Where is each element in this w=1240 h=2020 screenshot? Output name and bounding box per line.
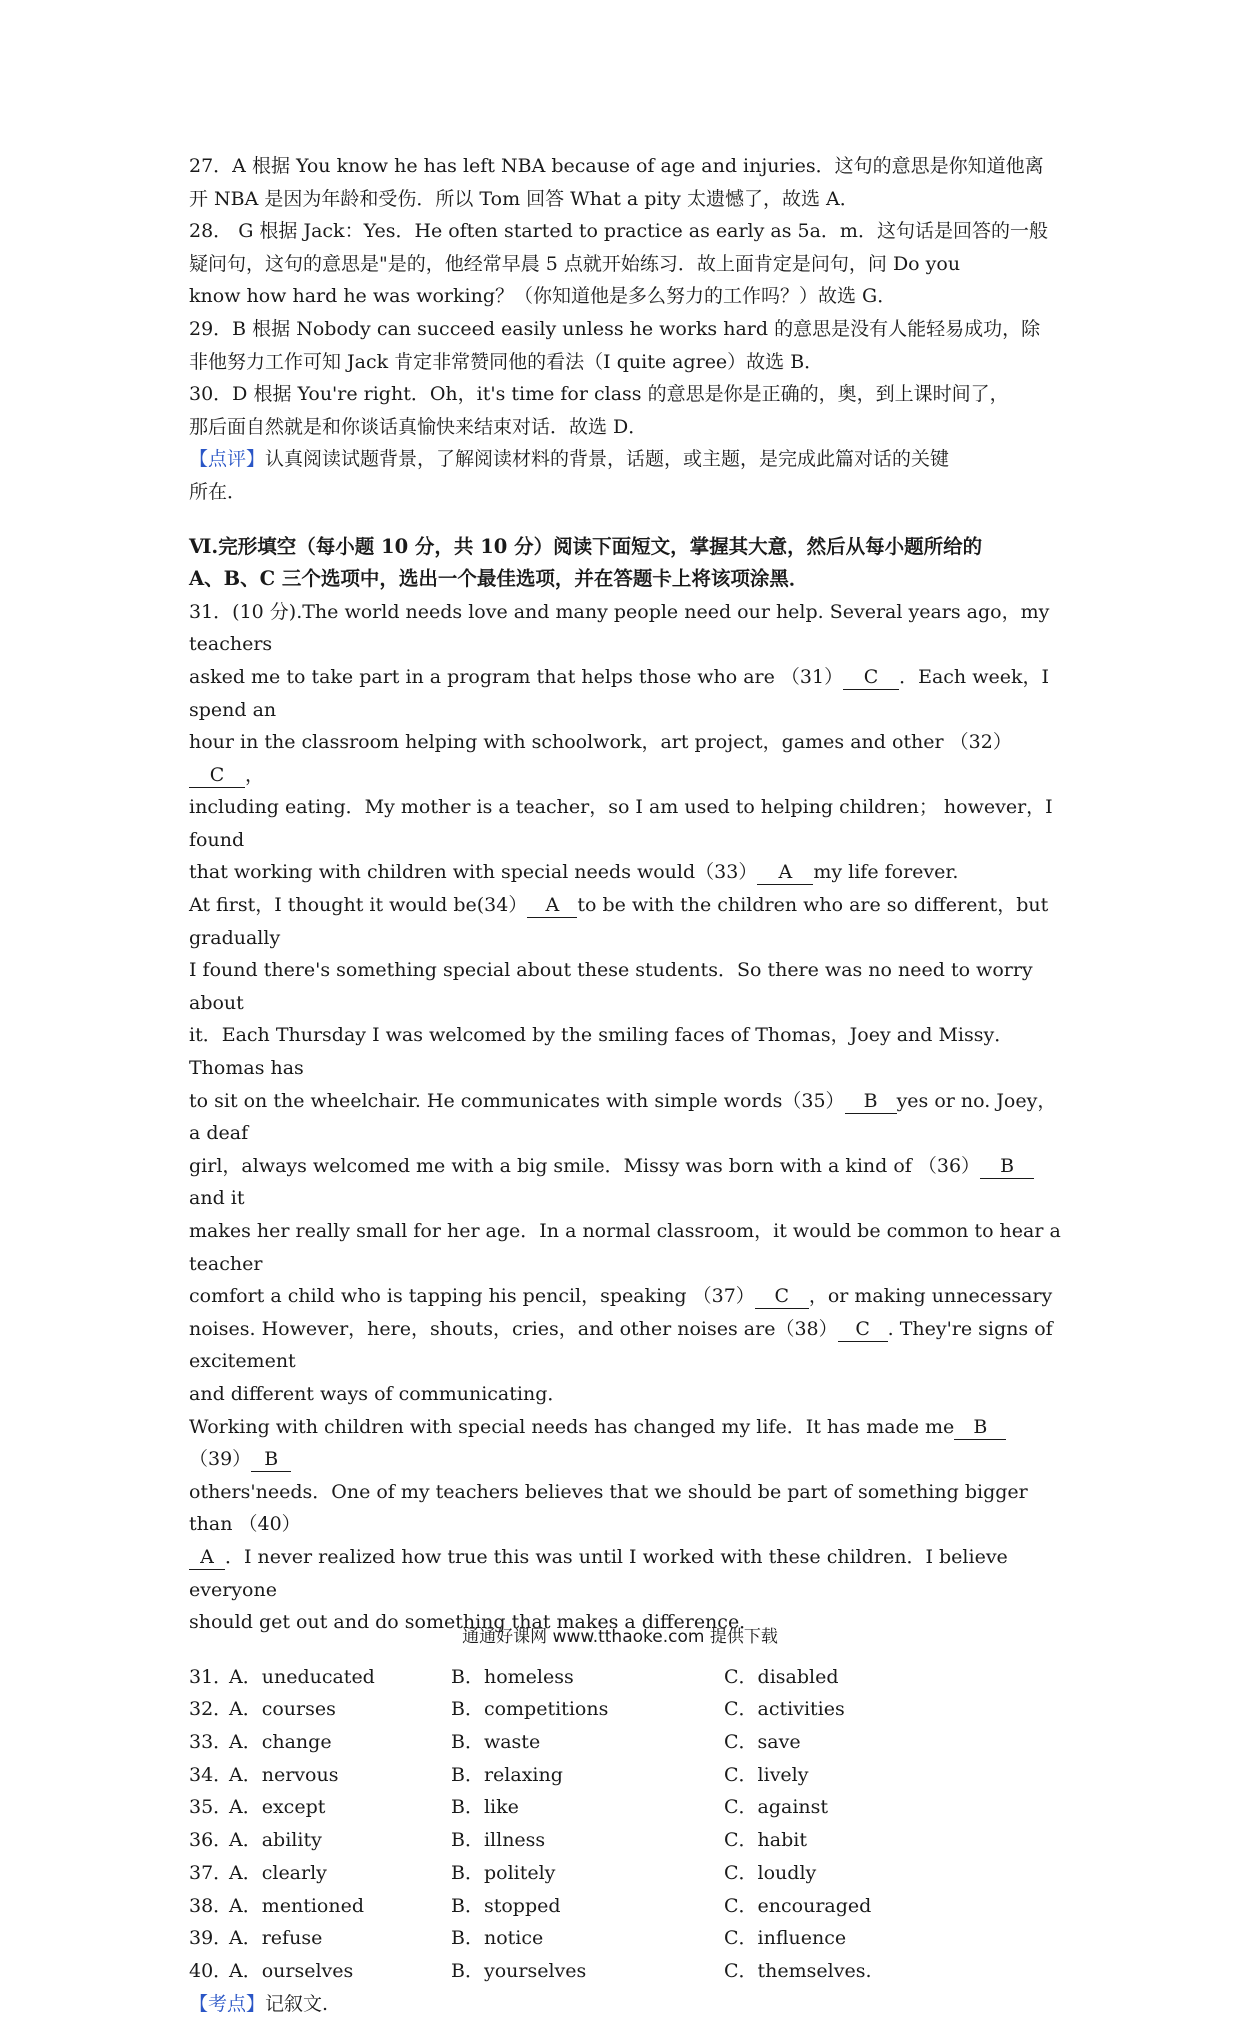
answer-blank: C	[838, 1317, 888, 1342]
answer-blank: A	[757, 860, 813, 885]
option-b: B．illness	[451, 1829, 546, 1852]
passage-line: noises. However，here，shouts，cries，and other noises are（38） C . They're signs of excitement	[189, 1317, 1053, 1373]
option-number: 34．	[189, 1763, 233, 1786]
passage-line: asked me to take part in a program that helps those who are （31） C ．Each week，I spend an	[189, 665, 1049, 721]
answer-29-line: 非他努力工作可知 Jack 肯定非常赞同他的看法（I quite agree）故选 B．	[189, 350, 824, 373]
option-row	[189, 1661, 1064, 1694]
option-number: 35．	[189, 1796, 233, 1819]
option-a: A．ability	[229, 1829, 322, 1852]
passage-line: girl，always welcomed me with a big smile．Missy was born with a kind of （36） Band it	[189, 1150, 1064, 1215]
passage-line: others'needs．One of my teachers believes that we should be part of something bigger than （40）	[189, 1480, 1028, 1536]
option-number: 37．	[189, 1861, 233, 1884]
answer-explanations	[189, 150, 1064, 509]
option-a: A．refuse	[229, 1927, 323, 1950]
comment-line: 所在．	[189, 480, 247, 503]
section-heading	[189, 531, 1064, 596]
passage-line: hour in the classroom helping with schoolwork，art project，games and other （32）C ，	[189, 731, 1012, 786]
answer-blank: B	[251, 1447, 291, 1472]
answer-28-line: 28． G 根据 Jack：Yes．He often started to practice as early as 5a．m．这句话是回答的一般	[189, 220, 1048, 243]
option-a: A．change	[229, 1731, 332, 1754]
answer-blank: B	[980, 1154, 1034, 1179]
comment-line	[189, 443, 1064, 476]
section-heading-line: A、B、C 三个选项中，选出一个最佳选项，并在答题卡上将该项涂黑．	[189, 567, 809, 591]
option-b: B．competitions	[451, 1698, 609, 1721]
option-c: C．save	[724, 1731, 801, 1754]
answer-27-line: 开 NBA 是因为年龄和受伤．所以 Tom 回答 What a pity 太遗憾了，故选 A．	[189, 187, 859, 210]
option-c: C．encouraged	[724, 1894, 872, 1917]
option-a: A．ourselves	[229, 1959, 354, 1982]
passage-line: makes her really small for her age．In a normal classroom，it would be common to hear a teacher	[189, 1220, 1061, 1275]
option-b: B．yourselves	[451, 1959, 587, 1982]
option-c: C．loudly	[724, 1861, 817, 1884]
answer-blank: C	[189, 763, 245, 788]
option-row	[189, 1955, 1064, 1988]
section-heading-line: Ⅵ.完形填空（每小题 10 分，共 10 分）阅读下面短文，掌握其大意，然后从每小题所给的	[189, 534, 983, 558]
option-b: B．relaxing	[451, 1763, 563, 1786]
answer-blank: A	[527, 893, 577, 918]
passage-line: 31．(10 分).The world needs love and many people need our help. Several years ago，my teachers	[189, 600, 1050, 656]
option-b: B．like	[451, 1796, 519, 1819]
answer-27-line: 27．A 根据 You know he has left NBA because of age and injuries．这句的意思是你知道他离	[189, 155, 1044, 177]
option-number: 39．	[189, 1927, 233, 1950]
comment-text: 认真阅读试题背景，了解阅读材料的背景，话题，或主题，是完成此篇对话的关键	[265, 448, 950, 471]
option-c: C．themselves.	[724, 1959, 872, 1982]
answer-28-line: 疑问句，这句的意思是"是的，他经常早晨 5 点就开始练习．故上面肯定是问句，问 Do you	[189, 252, 961, 275]
option-b: B．stopped	[451, 1894, 561, 1917]
answer-blank: C	[843, 665, 899, 690]
option-row	[189, 1890, 1064, 1923]
option-c: C．against	[724, 1796, 829, 1819]
option-a: A．clearly	[229, 1861, 327, 1884]
answer-29-line: 29．B 根据 Nobody can succeed easily unless he works hard 的意思是没有人能轻易成功，除	[189, 317, 1041, 340]
option-number: 33．	[189, 1731, 233, 1754]
passage-line: including eating．My mother is a teacher，so I am used to helping children； however，I found	[189, 796, 1053, 851]
option-number: 31．	[189, 1665, 233, 1688]
option-c: C．disabled	[724, 1665, 839, 1688]
option-c: C．lively	[724, 1763, 809, 1786]
option-b: B．notice	[451, 1927, 544, 1950]
passage-line: it．Each Thursday I was welcomed by the smiling faces of Thomas，Joey and Missy．Thomas has	[189, 1024, 1014, 1080]
answer-30-line: 30．D 根据 You're right．Oh，it's time for class 的意思是你是正确的，奥，到上课时间了，	[189, 383, 1009, 406]
option-a: A．mentioned	[229, 1894, 365, 1917]
option-row	[189, 1791, 1064, 1824]
option-b: B．politely	[451, 1861, 556, 1884]
options-list	[189, 1661, 1064, 1988]
option-row	[189, 1759, 1064, 1792]
option-b: B．waste	[451, 1731, 541, 1754]
option-number: 32．	[189, 1698, 233, 1721]
answer-30-line: 那后面自然就是和你谈话真愉快来结束对话．故选 D．	[189, 415, 648, 438]
passage-line: and different ways of communicating．	[189, 1382, 567, 1405]
option-b: B．homeless	[451, 1665, 574, 1688]
option-number: 38．	[189, 1894, 233, 1917]
option-a: A．courses	[229, 1698, 336, 1721]
option-number: 40．	[189, 1959, 233, 1982]
passage-line: comfort a child who is tapping his pencil，speaking （37） C ，or making unnecessary	[189, 1285, 1053, 1308]
kaodian-text: 记叙文.	[265, 1992, 329, 2015]
answer-blank: A	[189, 1545, 225, 1570]
option-row	[189, 1857, 1064, 1890]
option-row	[189, 1693, 1064, 1726]
passage-line: that working with children with special needs would（33） A my life forever.	[189, 861, 959, 884]
answer-blank: C	[755, 1284, 809, 1309]
comment-tag: 【点评】	[189, 448, 266, 471]
passage-line: Working with children with special needs has changed my life．It has made me B（39） B	[189, 1411, 1064, 1476]
passage-line: should get out and do something that makes a difference．	[189, 1611, 759, 1634]
kaodian-line	[189, 1988, 1064, 2020]
answer-blank: B	[845, 1089, 897, 1114]
option-a: A．nervous	[229, 1763, 339, 1786]
cloze-passage	[189, 596, 1064, 1639]
option-number: 36．	[189, 1829, 233, 1852]
option-c: C．influence	[724, 1927, 847, 1950]
passage-line: to sit on the wheelchair. He communicates with simple words（35） B yes or no. Joey，a deaf	[189, 1089, 1057, 1145]
option-row	[189, 1824, 1064, 1857]
option-row	[189, 1922, 1064, 1955]
kaodian-tag: 【考点】	[189, 1992, 266, 2015]
option-a: A．except	[229, 1796, 326, 1819]
answer-blank: B	[954, 1415, 1006, 1440]
option-c: C．activities	[724, 1698, 845, 1721]
passage-line: At first，I thought it would be(34） A to be with the children who are so different，but gradually	[189, 894, 1049, 949]
passage-line: I found there's something special about these students．So there was no need to worry about	[189, 959, 1033, 1014]
passage-line: A ．I never realized how true this was until I worked with these children．I believe everyone	[189, 1545, 1008, 1601]
page-footer: 通通好课网 www.tthaoke.com 提供下载	[462, 1627, 778, 1647]
document-page	[189, 150, 1064, 2020]
answer-28-line: know how hard he was working？（你知道他是多么努力的工作吗？）故选 G．	[189, 285, 897, 308]
option-a: A．uneducated	[229, 1665, 375, 1688]
option-c: C．habit	[724, 1829, 807, 1852]
